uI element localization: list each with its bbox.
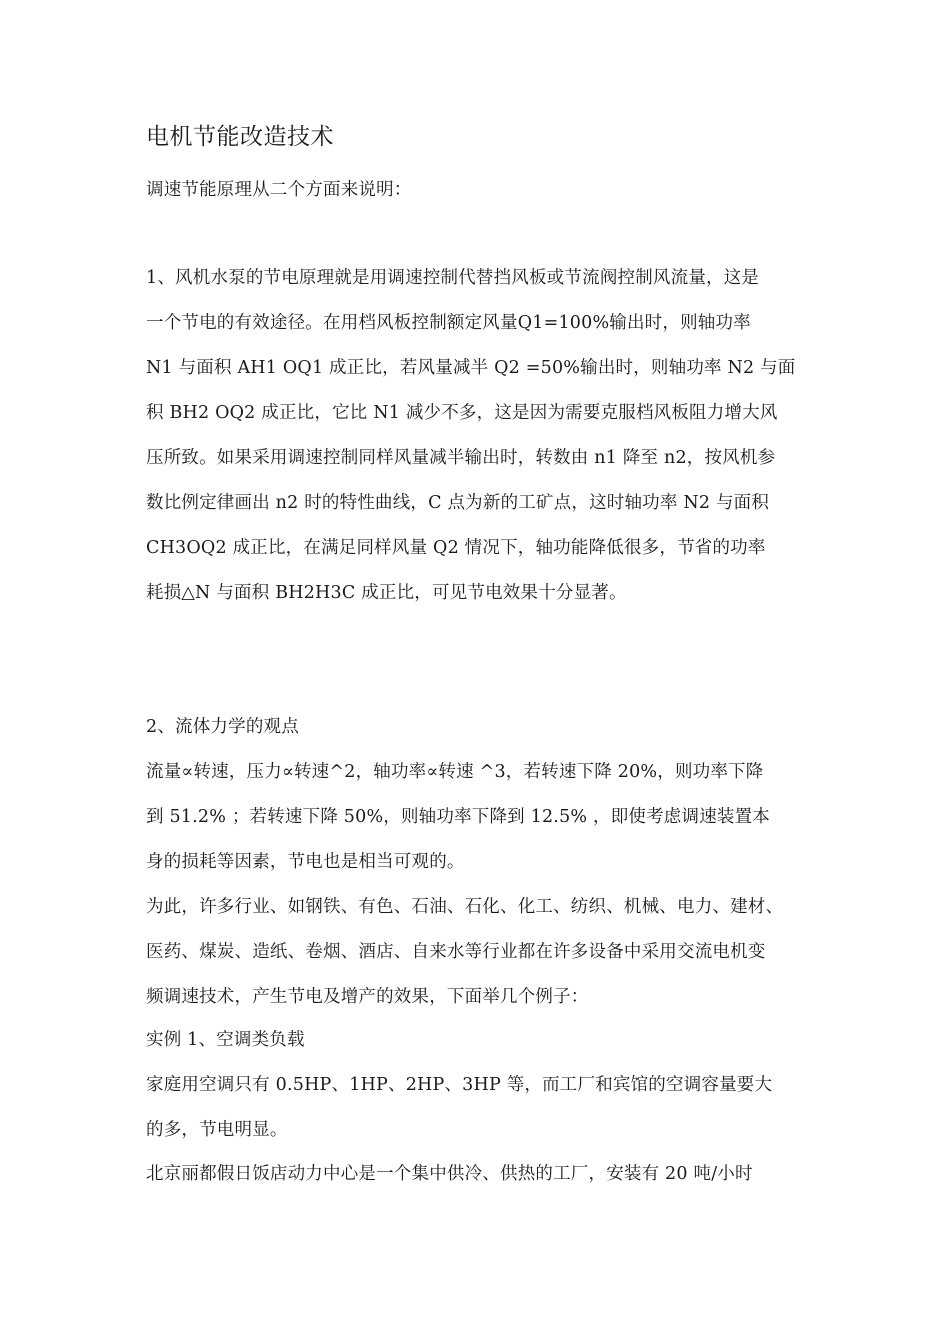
paragraph-line: 积 BH2 OQ2 成正比，它比 N1 减少不多，这是因为需要克服档风板阻力增大风 xyxy=(146,403,778,423)
paragraph-line: 压所致。如果采用调速控制同样风量减半输出时，转数由 n1 降至 n2，按风机参 xyxy=(146,448,776,468)
paragraph-line: 到 51.2% ；若转速下降 50%，则轴功率下降到 12.5% ，即使考虑调速装置本 xyxy=(146,807,770,827)
paragraph-line: 身的损耗等因素，节电也是相当可观的。 xyxy=(146,852,465,872)
intro-line: 调速节能原理从二个方面来说明： xyxy=(146,180,412,200)
paragraph-line: 的多，节电明显。 xyxy=(146,1120,288,1140)
document-title: 电机节能改造技术 xyxy=(146,124,334,150)
paragraph-line: 医药、煤炭、造纸、卷烟、酒店、自来水等行业都在许多设备中采用交流电机变 xyxy=(146,942,766,962)
paragraph-line: 北京丽都假日饭店动力中心是一个集中供冷、供热的工厂，安装有 20 吨/小时 xyxy=(146,1164,753,1184)
example-heading: 实例 1、空调类负载 xyxy=(146,1030,305,1050)
paragraph-line: 一个节电的有效途径。在用档风板控制额定风量Q1=100%输出时，则轴功率 xyxy=(146,313,751,333)
paragraph-line: 1、风机水泵的节电原理就是用调速控制代替挡风板或节流阀控制风流量，这是 xyxy=(146,268,760,288)
paragraph-line: 流量∝转速，压力∝转速^2，轴功率∝转速 ^3，若转速下降 20%，则功率下降 xyxy=(146,762,764,782)
paragraph-line: 为此，许多行业、如钢铁、有色、石油、石化、化工、纺织、机械、电力、建材、 xyxy=(146,897,784,917)
paragraph-line: 数比例定律画出 n2 时的特性曲线，C 点为新的工矿点，这时轴功率 N2 与面积 xyxy=(146,493,770,513)
section-heading: 2、流体力学的观点 xyxy=(146,717,299,737)
paragraph-line: 频调速技术，产生节电及增产的效果，下面举几个例子： xyxy=(146,987,589,1007)
paragraph-line: 耗损△N 与面积 BH2H3C 成正比，可见节电效果十分显著。 xyxy=(146,583,627,603)
paragraph-line: 家庭用空调只有 0.5HP、1HP、2HP、3HP 等，而工厂和宾馆的空调容量要大 xyxy=(146,1075,773,1095)
paragraph-line: CH3OQ2 成正比，在满足同样风量 Q2 情况下，轴功能降低很多，节省的功率 xyxy=(146,538,766,558)
paragraph-line: N1 与面积 AH1 OQ1 成正比，若风量减半 Q2 =50%输出时，则轴功率 N2 与面 xyxy=(146,358,796,378)
